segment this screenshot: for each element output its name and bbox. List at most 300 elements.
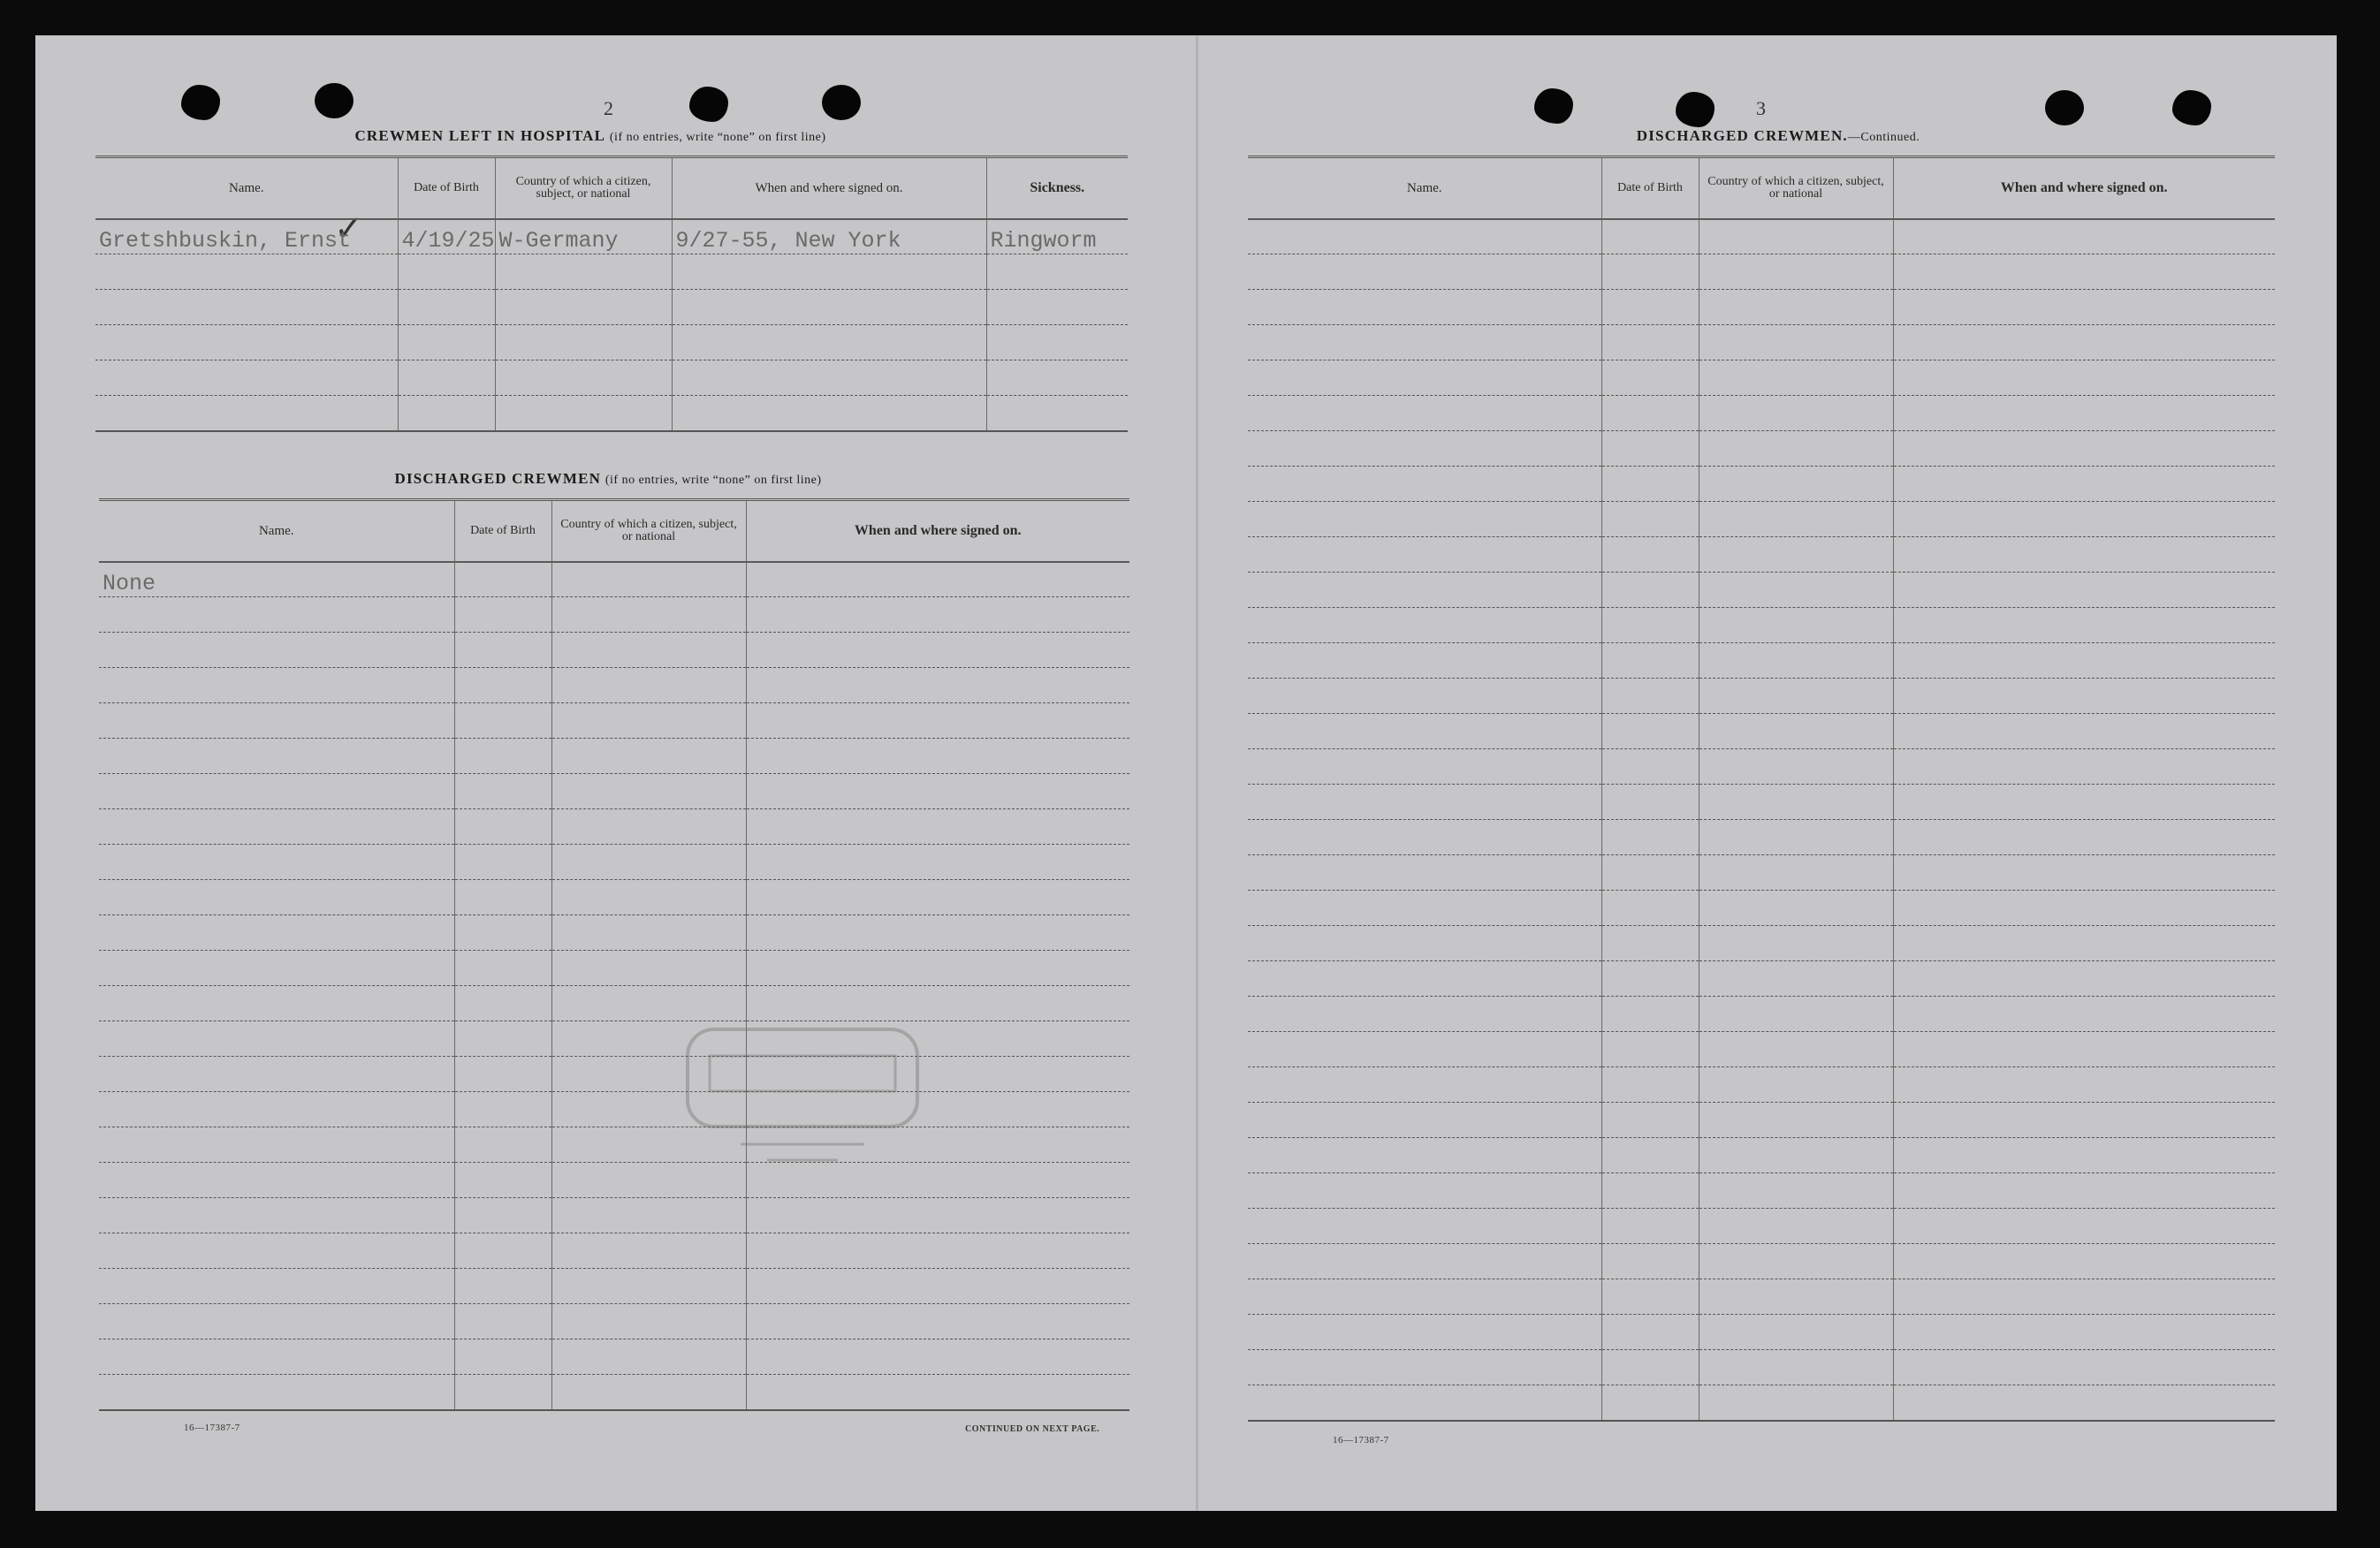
table-row — [99, 1021, 1129, 1057]
empty-cell — [1699, 502, 1893, 537]
empty-cell — [99, 809, 454, 845]
empty-cell — [1601, 997, 1699, 1032]
table-row — [99, 1269, 1129, 1304]
empty-cell — [1248, 1244, 1601, 1279]
empty-cell — [1601, 961, 1699, 997]
empty-cell — [746, 633, 1129, 668]
empty-cell — [1601, 891, 1699, 926]
table-row — [1248, 1209, 2275, 1244]
empty-cell — [1699, 997, 1893, 1032]
empty-cell — [1893, 1173, 2275, 1209]
table-row — [1248, 360, 2275, 396]
table-row — [1248, 396, 2275, 431]
empty-cell — [1699, 926, 1893, 961]
empty-cell — [1248, 1315, 1601, 1350]
table-row — [1248, 254, 2275, 290]
empty-cell — [454, 951, 551, 986]
empty-cell — [1893, 785, 2275, 820]
empty-cell — [551, 597, 746, 633]
empty-cell — [1248, 573, 1601, 608]
empty-cell — [1893, 254, 2275, 290]
empty-cell — [99, 774, 454, 809]
empty-cell — [99, 1127, 454, 1163]
faded-stamp — [670, 1021, 935, 1171]
empty-cell — [1601, 1103, 1699, 1138]
table-row — [1248, 855, 2275, 891]
empty-cell — [1601, 1350, 1699, 1385]
empty-cell — [1699, 396, 1893, 431]
table-row — [1248, 467, 2275, 502]
empty-cell — [1601, 1385, 1699, 1421]
empty-cell — [746, 986, 1129, 1021]
empty-cell — [99, 1092, 454, 1127]
empty-cell — [99, 986, 454, 1021]
empty-cell — [1893, 891, 2275, 926]
table-row — [1248, 1067, 2275, 1103]
empty-cell — [454, 880, 551, 915]
empty-cell — [1248, 219, 1601, 254]
crewman-dob — [398, 325, 495, 360]
empty-cell — [1893, 1385, 2275, 1421]
crewman-signed-on — [672, 290, 986, 325]
empty-cell — [1893, 219, 2275, 254]
crewman-country — [495, 254, 672, 290]
empty-cell — [746, 1233, 1129, 1269]
table-row — [1248, 1138, 2275, 1173]
table-row — [99, 1057, 1129, 1092]
empty-cell — [1248, 1103, 1601, 1138]
table-row — [99, 986, 1129, 1021]
empty-cell — [1893, 325, 2275, 360]
crewman-dob: 4/19/25 — [398, 219, 495, 254]
empty-cell — [1601, 785, 1699, 820]
empty-cell — [1601, 1244, 1699, 1279]
empty-cell — [1699, 1103, 1893, 1138]
empty-cell — [99, 739, 454, 774]
empty-cell — [1699, 855, 1893, 891]
empty-cell — [551, 1339, 746, 1375]
empty-cell — [1893, 1209, 2275, 1244]
crewman-signed-on — [672, 254, 986, 290]
empty-cell — [1248, 502, 1601, 537]
empty-cell — [746, 951, 1129, 986]
table-row — [1248, 1032, 2275, 1067]
empty-cell — [1601, 714, 1699, 749]
empty-cell — [1893, 1315, 2275, 1350]
empty-cell — [1699, 1138, 1893, 1173]
empty-cell — [1699, 1067, 1893, 1103]
empty-cell — [1893, 502, 2275, 537]
empty-cell — [1601, 573, 1699, 608]
empty-cell — [1893, 926, 2275, 961]
empty-cell — [454, 1198, 551, 1233]
table-row — [99, 703, 1129, 739]
page-number-right: 3 — [1756, 97, 1766, 119]
empty-cell — [1601, 926, 1699, 961]
crewman-sickness — [986, 396, 1128, 431]
crewman-signed-on — [672, 325, 986, 360]
empty-cell — [1248, 290, 1601, 325]
empty-cell — [551, 951, 746, 986]
crewman-name: Gretshbuskin, Ernst — [95, 219, 398, 254]
empty-cell — [1248, 537, 1601, 573]
empty-cell — [1699, 961, 1893, 997]
empty-cell — [1893, 961, 2275, 997]
table-row — [1248, 290, 2275, 325]
table-row — [1248, 785, 2275, 820]
empty-cell — [746, 880, 1129, 915]
empty-cell — [99, 1375, 454, 1410]
empty-cell — [1893, 1103, 2275, 1138]
empty-cell — [454, 1127, 551, 1163]
crewman-sickness: Ringworm — [986, 219, 1128, 254]
empty-cell — [1248, 820, 1601, 855]
empty-cell — [99, 1057, 454, 1092]
table-row — [99, 1163, 1129, 1198]
empty-cell — [454, 809, 551, 845]
table-row — [99, 668, 1129, 703]
empty-cell — [746, 597, 1129, 633]
table-row — [1248, 643, 2275, 679]
empty-cell — [1601, 749, 1699, 785]
empty-cell — [1893, 1244, 2275, 1279]
table-row — [1248, 1173, 2275, 1209]
empty-cell — [454, 1375, 551, 1410]
empty-cell — [454, 1092, 551, 1127]
empty-cell — [746, 845, 1129, 880]
empty-cell — [1893, 431, 2275, 467]
empty-cell — [1248, 926, 1601, 961]
crewman-country — [495, 360, 672, 396]
empty-cell — [1699, 360, 1893, 396]
empty-cell — [1699, 325, 1893, 360]
empty-cell — [1699, 1385, 1893, 1421]
header-date-of-birth: Date of Birth — [454, 500, 551, 562]
empty-cell — [1248, 1173, 1601, 1209]
table-row — [99, 1127, 1129, 1163]
empty-cell — [1893, 997, 2275, 1032]
empty-cell — [99, 633, 454, 668]
empty-cell — [1601, 1032, 1699, 1067]
crewman-name — [95, 396, 398, 431]
empty-cell — [1699, 1279, 1893, 1315]
empty-cell — [1601, 502, 1699, 537]
empty-cell — [99, 1269, 454, 1304]
empty-cell — [551, 1375, 746, 1410]
table-row — [99, 1304, 1129, 1339]
empty-cell — [454, 1269, 551, 1304]
empty-cell — [551, 739, 746, 774]
table-row — [95, 219, 1128, 254]
table-row — [95, 396, 1128, 431]
empty-cell — [99, 1304, 454, 1339]
crewman-dob — [398, 360, 495, 396]
empty-cell — [1601, 1138, 1699, 1173]
table-row — [95, 360, 1128, 396]
empty-cell — [1601, 643, 1699, 679]
empty-cell — [1699, 608, 1893, 643]
empty-cell — [1248, 1138, 1601, 1173]
empty-cell — [1601, 325, 1699, 360]
crewman-sickness — [986, 325, 1128, 360]
empty-cell — [551, 1198, 746, 1233]
empty-cell — [1893, 396, 2275, 431]
empty-cell — [1699, 643, 1893, 679]
table-row — [95, 290, 1128, 325]
empty-cell — [454, 668, 551, 703]
empty-cell — [746, 703, 1129, 739]
empty-cell — [1248, 961, 1601, 997]
table-row — [99, 1339, 1129, 1375]
empty-cell — [1248, 1067, 1601, 1103]
empty-cell — [1601, 1067, 1699, 1103]
table-row — [1248, 325, 2275, 360]
discharged-section-title: DISCHARGED CREWMEN (if no entries, write “none” on first line) — [394, 470, 822, 487]
empty-cell — [551, 774, 746, 809]
table-row — [99, 633, 1129, 668]
header-country: Country of which a citizen, subject, or national — [551, 500, 746, 562]
discharged-continued-title: DISCHARGED CREWMEN.—Continued. — [1636, 127, 1920, 144]
empty-cell — [551, 809, 746, 845]
empty-cell — [551, 1304, 746, 1339]
crewman-country — [495, 396, 672, 431]
empty-cell — [1601, 1315, 1699, 1350]
empty-cell — [1601, 431, 1699, 467]
header-signed-on: When and where signed on. — [672, 157, 986, 219]
empty-cell — [1248, 749, 1601, 785]
empty-cell — [1601, 537, 1699, 573]
empty-cell — [551, 986, 746, 1021]
crewman-country: W-Germany — [495, 219, 672, 254]
empty-cell — [99, 951, 454, 986]
empty-cell — [1893, 537, 2275, 573]
empty-cell — [454, 1233, 551, 1269]
empty-cell — [99, 1198, 454, 1233]
crewman-country — [495, 290, 672, 325]
table-row — [1248, 537, 2275, 573]
table-row — [99, 951, 1129, 986]
empty-cell — [1248, 855, 1601, 891]
empty-cell — [1248, 396, 1601, 431]
empty-cell — [551, 845, 746, 880]
table-row — [95, 254, 1128, 290]
empty-cell — [1601, 219, 1699, 254]
header-signed-on: When and where signed on. — [1893, 157, 2275, 219]
crewman-sickness — [986, 290, 1128, 325]
empty-cell — [99, 1339, 454, 1375]
empty-cell — [1601, 1279, 1699, 1315]
empty-cell — [1248, 325, 1601, 360]
empty-cell — [746, 1269, 1129, 1304]
empty-cell — [1699, 1209, 1893, 1244]
empty-cell — [1601, 855, 1699, 891]
empty-cell — [1248, 1279, 1601, 1315]
empty-cell — [1893, 360, 2275, 396]
page-number-left: 2 — [604, 97, 613, 119]
empty-cell — [1699, 785, 1893, 820]
crewman-country — [495, 325, 672, 360]
header-signed-on: When and where signed on. — [746, 500, 1129, 562]
empty-cell — [551, 562, 746, 597]
empty-cell — [454, 1057, 551, 1092]
empty-cell — [746, 1198, 1129, 1233]
empty-cell — [746, 1339, 1129, 1375]
header-date-of-birth: Date of Birth — [1601, 157, 1699, 219]
table-row — [99, 1092, 1129, 1127]
table-row — [99, 880, 1129, 915]
header-name: Name. — [99, 500, 454, 562]
empty-cell — [1601, 290, 1699, 325]
empty-cell — [551, 1269, 746, 1304]
empty-cell — [1893, 855, 2275, 891]
table-row — [1248, 608, 2275, 643]
empty-cell — [99, 597, 454, 633]
empty-cell — [1699, 219, 1893, 254]
table-row — [1248, 891, 2275, 926]
first-entry: None — [99, 562, 454, 597]
empty-cell — [1601, 467, 1699, 502]
empty-cell — [551, 915, 746, 951]
empty-cell — [99, 668, 454, 703]
header-name: Name. — [1248, 157, 1601, 219]
empty-cell — [454, 703, 551, 739]
empty-cell — [1893, 608, 2275, 643]
header-sickness: Sickness. — [986, 157, 1128, 219]
table-row — [99, 1375, 1129, 1410]
empty-cell — [454, 1339, 551, 1375]
empty-cell — [1893, 714, 2275, 749]
empty-cell — [1893, 467, 2275, 502]
empty-cell — [746, 739, 1129, 774]
crewman-sickness — [986, 360, 1128, 396]
empty-cell — [1248, 714, 1601, 749]
empty-cell — [1699, 1350, 1893, 1385]
empty-cell — [1699, 431, 1893, 467]
empty-cell — [1699, 254, 1893, 290]
table-row — [1248, 679, 2275, 714]
table-row — [99, 809, 1129, 845]
crewman-signed-on — [672, 396, 986, 431]
header-country: Country of which a citizen, subject, or national — [495, 157, 672, 219]
empty-cell — [1699, 749, 1893, 785]
crewman-dob — [398, 396, 495, 431]
empty-cell — [99, 845, 454, 880]
empty-cell — [1248, 997, 1601, 1032]
empty-cell — [1601, 679, 1699, 714]
table-row — [99, 774, 1129, 809]
empty-cell — [1893, 1350, 2275, 1385]
empty-cell — [99, 1233, 454, 1269]
empty-cell — [454, 845, 551, 880]
crewman-sickness — [986, 254, 1128, 290]
empty-cell — [1699, 467, 1893, 502]
hospital-section-title: CREWMEN LEFT IN HOSPITAL (if no entries, write “none” on first line) — [354, 127, 826, 144]
empty-cell — [1893, 820, 2275, 855]
form-number-left: 16—17387-7 — [184, 1423, 240, 1433]
empty-cell — [1248, 785, 1601, 820]
empty-cell — [1248, 431, 1601, 467]
table-row — [1248, 749, 2275, 785]
empty-cell — [746, 809, 1129, 845]
empty-cell — [1893, 749, 2275, 785]
document-sheet — [35, 35, 2337, 1511]
empty-cell — [551, 668, 746, 703]
table-row — [1248, 714, 2275, 749]
empty-cell — [1893, 290, 2275, 325]
discharged-table-left — [99, 498, 1129, 1411]
table-row — [99, 915, 1129, 951]
empty-cell — [1248, 254, 1601, 290]
empty-cell — [1248, 1385, 1601, 1421]
empty-cell — [1248, 608, 1601, 643]
discharged-table-right — [1248, 156, 2275, 1422]
empty-cell — [1699, 1173, 1893, 1209]
empty-cell — [1893, 643, 2275, 679]
table-row — [95, 325, 1128, 360]
table-row — [1248, 820, 2275, 855]
empty-cell — [99, 915, 454, 951]
empty-cell — [1699, 1315, 1893, 1350]
empty-cell — [1601, 254, 1699, 290]
table-row — [99, 1198, 1129, 1233]
table-row — [99, 562, 1129, 597]
empty-cell — [1893, 1138, 2275, 1173]
empty-cell — [99, 880, 454, 915]
empty-cell — [1601, 1173, 1699, 1209]
empty-cell — [454, 562, 551, 597]
empty-cell — [746, 562, 1129, 597]
empty-cell — [99, 1163, 454, 1198]
crewman-dob — [398, 254, 495, 290]
empty-cell — [454, 597, 551, 633]
empty-cell — [1601, 1209, 1699, 1244]
empty-cell — [1248, 360, 1601, 396]
right-page — [1248, 35, 2308, 1511]
form-number-right: 16—17387-7 — [1333, 1435, 1389, 1446]
empty-cell — [551, 633, 746, 668]
handwritten-check-mark: ✓ — [334, 209, 364, 249]
empty-cell — [1248, 467, 1601, 502]
empty-cell — [1699, 537, 1893, 573]
continued-note: CONTINUED ON NEXT PAGE. — [965, 1424, 1100, 1434]
table-row — [1248, 573, 2275, 608]
crewman-name — [95, 290, 398, 325]
empty-cell — [1699, 891, 1893, 926]
table-row — [1248, 219, 2275, 254]
header-date-of-birth: Date of Birth — [398, 157, 495, 219]
empty-cell — [454, 774, 551, 809]
empty-cell — [1248, 679, 1601, 714]
empty-cell — [1248, 1032, 1601, 1067]
empty-cell — [1893, 1067, 2275, 1103]
empty-cell — [1248, 643, 1601, 679]
header-name: Name. — [95, 157, 398, 219]
table-row — [1248, 997, 2275, 1032]
empty-cell — [1893, 679, 2275, 714]
table-row — [1248, 1103, 2275, 1138]
left-page — [95, 35, 1174, 1511]
crewman-dob — [398, 290, 495, 325]
empty-cell — [99, 1021, 454, 1057]
empty-cell — [746, 915, 1129, 951]
crewman-name — [95, 254, 398, 290]
empty-cell — [1601, 360, 1699, 396]
empty-cell — [454, 1163, 551, 1198]
empty-cell — [1893, 573, 2275, 608]
empty-cell — [1699, 573, 1893, 608]
empty-cell — [1248, 1350, 1601, 1385]
table-row — [1248, 502, 2275, 537]
